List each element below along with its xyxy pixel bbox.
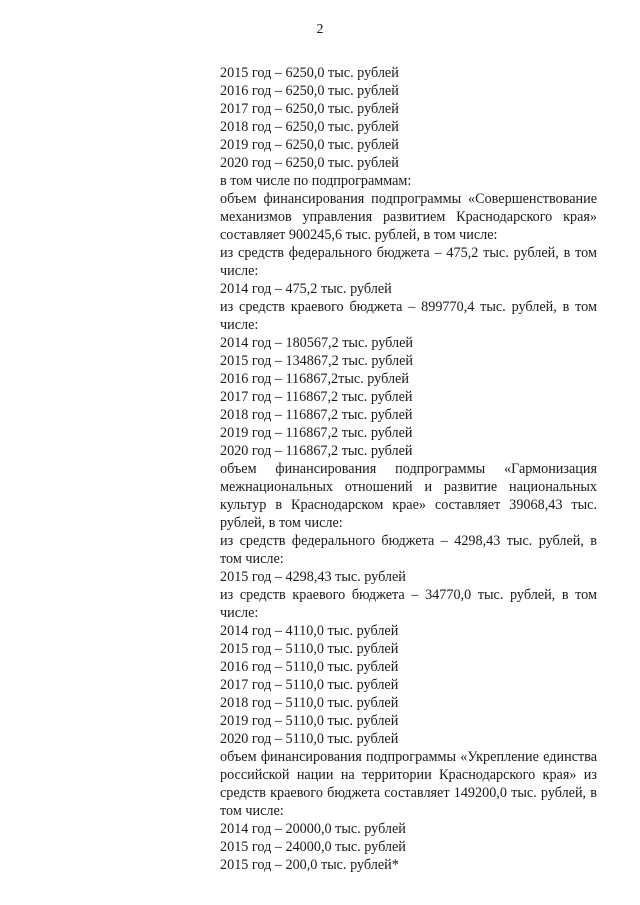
funding-line: 2019 год – 116867,2 тыс. рублей: [220, 425, 413, 441]
funding-line: 2016 год – 116867,2тыс. рублей: [220, 371, 409, 387]
document-body: [214, 64, 597, 874]
funding-line: 2016 год – 5110,0 тыс. рублей: [220, 659, 399, 675]
funding-line: 2016 год – 6250,0 тыс. рублей: [220, 83, 399, 99]
regional-budget-paragraph: из средств краевого бюджета – 34770,0 тыс. рублей, в том числе:: [220, 587, 597, 621]
funding-line: 2019 год – 5110,0 тыс. рублей: [220, 713, 399, 729]
funding-line: 2018 год – 6250,0 тыс. рублей: [220, 119, 399, 135]
funding-line: 2017 год – 116867,2 тыс. рублей: [220, 389, 413, 405]
funding-line: 2018 год – 5110,0 тыс. рублей: [220, 695, 399, 711]
funding-line: 2020 год – 116867,2 тыс. рублей: [220, 443, 413, 459]
funding-line: 2015 год – 134867,2 тыс. рублей: [220, 353, 413, 369]
funding-line: 2019 год – 6250,0 тыс. рублей: [220, 137, 399, 153]
funding-line: 2015 год – 200,0 тыс. рублей*: [220, 857, 399, 873]
funding-line: 2020 год – 5110,0 тыс. рублей: [220, 731, 399, 747]
regional-budget-paragraph: из средств краевого бюджета – 899770,4 тыс. рублей, в том числе:: [220, 299, 597, 333]
funding-line: 2014 год – 20000,0 тыс. рублей: [220, 821, 406, 837]
funding-line: 2014 год – 180567,2 тыс. рублей: [220, 335, 413, 351]
funding-line: 2015 год – 4298,43 тыс. рублей: [220, 569, 406, 585]
funding-line: 2017 год – 6250,0 тыс. рублей: [220, 101, 399, 117]
funding-line: 2020 год – 6250,0 тыс. рублей: [220, 155, 399, 171]
funding-line: 2014 год – 4110,0 тыс. рублей: [220, 623, 399, 639]
subprogram-3-paragraph: объем финансирования подпрограммы «Укрепление единства российской нации на территории Краснодарского края» из средств краевого бюджета составляет 149200,0 тыс. рублей, в том числе:: [220, 749, 597, 819]
subprogram-2-paragraph: объем финансирования подпрограммы «Гармонизация межнациональных отношений и развитие национальных культур в Краснодарском крае» составляет 39068,43 тыс. рублей, в том числе:: [220, 461, 597, 531]
federal-budget-paragraph: из средств федерального бюджета – 475,2 тыс. рублей, в том числе:: [220, 245, 597, 279]
funding-line: 2018 год – 116867,2 тыс. рублей: [220, 407, 413, 423]
subprogram-1-paragraph: объем финансирования подпрограммы «Совершенствование механизмов управления развитием Краснодарского края» составляет 900245,6 тыс. рублей, в том числе:: [220, 191, 597, 243]
funding-line: 2017 год – 5110,0 тыс. рублей: [220, 677, 399, 693]
funding-line: 2015 год – 5110,0 тыс. рублей: [220, 641, 399, 657]
funding-line: 2015 год – 24000,0 тыс. рублей: [220, 839, 406, 855]
page-number: 2: [316, 22, 324, 37]
federal-budget-paragraph: из средств федерального бюджета – 4298,43 тыс. рублей, в том числе:: [220, 533, 597, 567]
funding-line: 2014 год – 475,2 тыс. рублей: [220, 281, 392, 297]
funding-line: 2015 год – 6250,0 тыс. рублей: [220, 65, 399, 81]
subprograms-intro: в том числе по подпрограммам:: [220, 173, 412, 189]
